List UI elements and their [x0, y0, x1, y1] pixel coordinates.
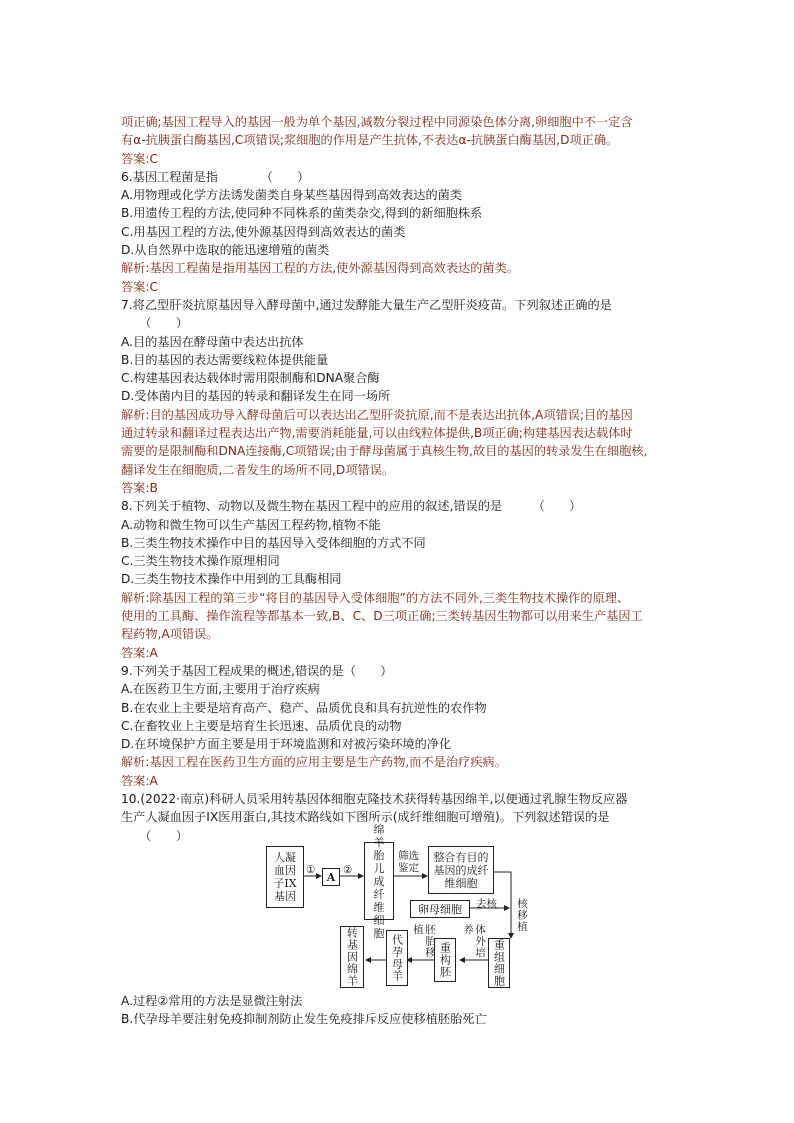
explanation-line: 解析:目的基因成功导入酵母菌后可以表达出乙型肝炎抗原,而不是表达出抗体,A项错误;目的基因: [121, 407, 633, 422]
box-transgenic-sheep: 转基因绵羊: [340, 926, 364, 988]
box-recombined-cell: 重组细胞: [488, 938, 510, 988]
option-a: A.过程②常用的方法是显微注射法: [121, 994, 303, 1008]
question-line: （ ）: [121, 828, 189, 843]
explanation-line: 使用的工具酶、操作流程等都基本一致,B、C、D三项正确;三类转基因生物都可以用来生产基因工: [121, 609, 643, 624]
question-line: B.目的基因的表达需要线粒体提供能量: [121, 352, 329, 367]
question-line: C.构建基因表达载体时需用限制酶和DNA聚合酶: [121, 371, 380, 386]
label-enucleate: 去核: [476, 898, 497, 910]
question-line: B.在农业上主要是培育高产、稳产、品质优良和具有抗逆性的农作物: [121, 700, 487, 715]
question-line: C.在畜牧业上主要是培育生长迅速、品质优良的动物: [121, 718, 402, 733]
question-line: 10.(2022·南京)科研人员采用转基因体细胞克隆技术获得转基因绵羊,以便通过乳腺生物反应器: [121, 791, 628, 806]
explanation-line: 通过转录和翻译过程表达出产物,需要消耗能量,可以由线粒体提供,B项正确;构建基因表达载体时: [121, 426, 633, 441]
box-gene: 人凝血因子IX基因: [266, 846, 304, 908]
explanation-line: 解析:基因工程菌是指用基因工程的方法,使外源基因得到高效表达的菌类。: [121, 261, 519, 276]
question-line: （ ）: [121, 316, 189, 331]
explanation-line: 程药物,A项错误。: [121, 627, 219, 642]
explanation-line: 需要的是限制酶和DNA连接酶,C项错误;由于酵母菌属于真核生物,故目的基因的转录发生在细胞核,: [121, 444, 648, 459]
question-line: 生产人凝血因子IX医用蛋白,其技术路线如下图所示(成纤维细胞可增殖)。下列叙述错误的是: [121, 810, 610, 825]
explanation-line: 答案:C: [121, 279, 158, 294]
question-options: [121, 992, 721, 1029]
question-line: A.用物理或化学方法诱发菌类自身某些基因得到高效表达的菌类: [121, 188, 463, 203]
label-culture: 体外培养: [462, 924, 486, 959]
box-surrogate-ewe: 代孕母羊: [386, 930, 408, 986]
question-line: 9.下列关于基因工程成果的概述,错误的是（ ）: [121, 663, 393, 678]
explanation-line: 答案:C: [121, 151, 158, 166]
label-step2: ②: [343, 864, 353, 876]
label-nuclear-transfer: 核移植: [516, 898, 528, 933]
question-line: B.用遗传工程的方法,使同种不同株系的菌类杂交,得到的新细胞株系: [121, 206, 483, 221]
question-line: 6.基因工程菌是指 （ ）: [121, 169, 310, 184]
box-egg-cell: 卵母细胞: [410, 900, 470, 918]
explanation-line: 有α-抗胰蛋白酶基因,C项错误;浆细胞的作用是产生抗体,不表达α-抗胰蛋白酶基因,D项正确。: [121, 133, 619, 148]
technique-flow-diagram: [262, 822, 534, 990]
option-b: B.代孕母羊要注射免疫抑制剂防止发生免疫排斥反应使移植胚胎死亡: [121, 1012, 487, 1027]
box-fibroblast: 绵羊胎儿成纤维细胞: [364, 842, 394, 920]
question-line: D.三类生物技术操作中用到的工具酶相同: [121, 572, 342, 587]
document-body: [121, 113, 711, 845]
question-line: B.三类生物技术操作中目的基因导入受体细胞的方式不同: [121, 535, 426, 550]
box-a: A: [322, 868, 340, 886]
explanation-line: 解析:基因工程在医药卫生方面的应用主要是生产药物,而不是治疗疾病。: [121, 755, 507, 770]
question-line: A.动物和微生物可以生产基因工程药物,植物不能: [121, 517, 381, 532]
question-line: D.在环境保护方面主要是用于环境监测和对被污染环境的净化: [121, 737, 452, 752]
question-line: 7.将乙型肝炎抗原基因导入酵母菌中,通过发酵能大量生产乙型肝炎疫苗。下列叙述正确的是: [121, 297, 612, 312]
explanation-line: 翻译发生在细胞质,二者发生的场所不同,D项错误。: [121, 462, 395, 477]
label-embryo-transfer: 胚胎移植: [412, 924, 436, 959]
question-line: A.目的基因在酵母菌中表达出抗体: [121, 334, 304, 349]
question-line: C.三类生物技术操作原理相同: [121, 554, 280, 569]
question-line: C.用基因工程的方法,使外源基因得到高效表达的菌类: [121, 224, 406, 239]
explanation-line: 答案:B: [121, 480, 158, 495]
label-step1: ①: [306, 864, 316, 876]
explanation-line: 答案:A: [121, 773, 158, 788]
question-line: 8.下列关于植物、动物以及微生物在基因工程中的应用的叙述,错误的是 （ ）: [121, 499, 582, 514]
explanation-line: 解析:除基因工程的第三步“将目的基因导入受体细胞”的方法不同外,三类生物技术操作的原理、: [121, 590, 630, 605]
question-line: D.从自然界中选取的能迅速增殖的菌类: [121, 243, 330, 258]
explanation-line: 项正确;基因工程导入的基因一般为单个基因,减数分裂过程中同源染色体分离,卵细胞中不一定含: [121, 115, 633, 129]
label-screen: 筛选鉴定: [398, 850, 419, 874]
question-line: A.在医药卫生方面,主要用于治疗疾病: [121, 682, 320, 697]
explanation-line: 答案:A: [121, 645, 158, 660]
question-line: D.受体菌内目的基因的转录和翻译发生在同一场所: [121, 389, 391, 404]
box-integrated-cell: 整合有目的基因的成纤维细胞: [428, 846, 494, 894]
box-reconstructed-embryo: 重构胚: [434, 938, 456, 982]
